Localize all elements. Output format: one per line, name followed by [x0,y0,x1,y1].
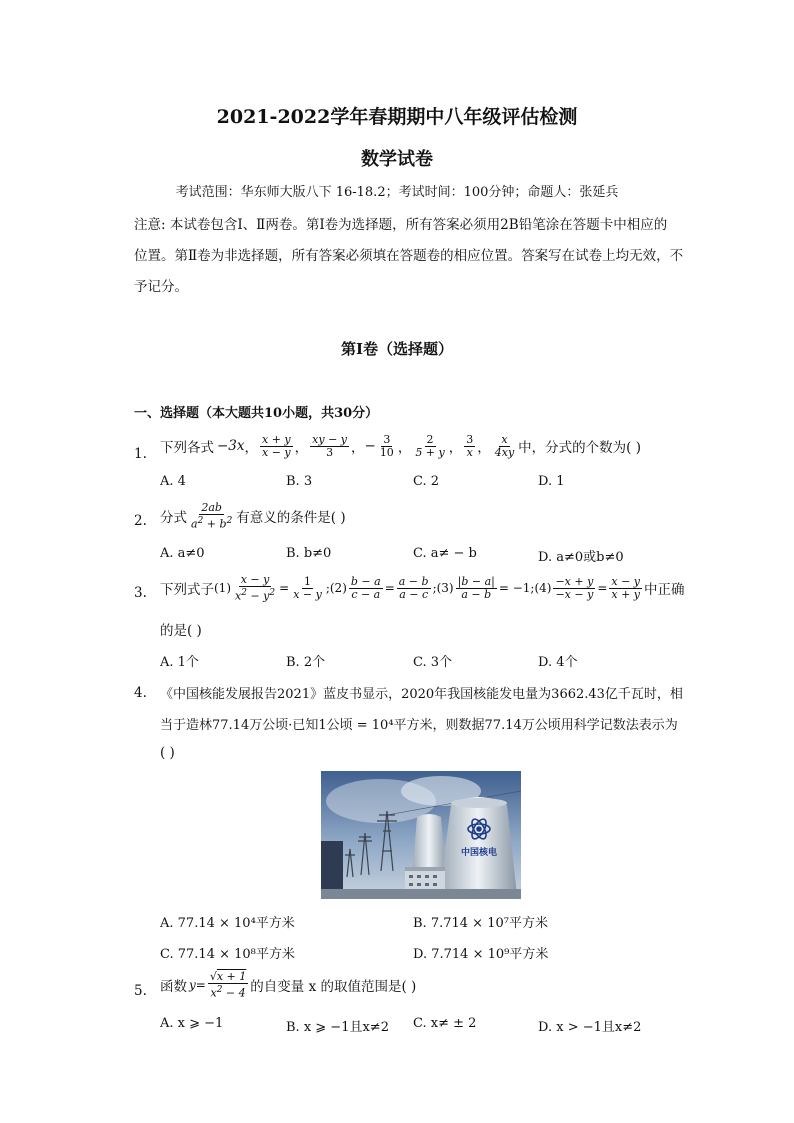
q3-option-a[interactable]: A. 1个 [160,655,199,670]
exam-meta: 考试范围：华东师大版八下 16-18.2；考试时间：100分钟；命题人：张延兵 [175,185,619,200]
nuclear-plant-photo [321,771,521,899]
q1-option-b[interactable]: B. 3 [286,474,313,489]
q2-prefix: 分式 [160,510,187,526]
exam-title: 2021-2022学年春期期中八年级评估检测 [216,106,578,128]
q1-option-c[interactable]: C. 2 [413,474,440,489]
q2-option-c[interactable]: C. a≠ − b [413,546,477,561]
q4-option-b[interactable]: B. 7.714 × 10⁷平方米 [413,916,548,931]
q4-line1: 《中国核能发展报告2021》蓝皮书显示，2020年我国核能发电量为3662.43亿千瓦时，相 [160,687,683,702]
q3-stem: 下列式子 (1) $\frac{x - y}{x^2 - y^2}$ = $\frac{1}{x - y}$ ;(2) $\frac{b - a}{c - a}$ = $\frac{a - b}{a - c}$ ;(3) $\frac{|b - a|}{a - b}$ = −1;(4) $\frac{-x + y}{-x - y}$ = $\frac{x - y}{x + y}$ 中正确 [160,572,685,603]
q5-option-b[interactable]: B. x ⩾ −1且x≠2 [286,1020,389,1035]
q1-frac-5: $\frac{3}{x}$ [466,432,474,459]
q1-prefix: 下列各式 [160,440,214,456]
q5-option-c[interactable]: C. x≠ ± 2 [413,1016,477,1031]
q1-suffix: 中，分式的个数为( ) [518,440,641,456]
note-line-3: 予记分。 [134,279,188,295]
q3-number: 3. [134,585,147,601]
section-title: 第Ⅰ卷（选择题） [340,340,454,358]
q1-option-a[interactable]: A. 4 [160,474,186,489]
note-line-2: 位置。第Ⅱ卷为非选择题，所有答案必须填在答题卷的相应位置。答案写在试卷上均无效，不 [134,248,684,264]
note-line-1: 注意: 本试卷包含Ⅰ、Ⅱ两卷。第Ⅰ卷为选择题，所有答案必须用2B铅笔涂在答题卡中相应的 [134,217,668,233]
exam-subtitle: 数学试卷 [361,149,433,170]
q3-frac-4b: $\frac{x - y}{x + y}$ [611,574,641,601]
q3-frac-3: $\frac{|b - a|}{a - b}$ [457,574,495,601]
q5-number: 5. [134,983,147,999]
q3-frac-1a: $\frac{x - y}{x^2 - y^2}$ [235,572,276,603]
q3-suffix: 中正确 [644,582,685,598]
q5-stem: 函数 y = $\frac{√x + 1}{x^2 - 4}$ 的自变量 x 的取值范围是( ) [160,969,417,1000]
q2-option-a[interactable]: A. a≠0 [160,546,205,561]
q4-number: 4. [134,685,147,701]
q3-option-d[interactable]: D. 4个 [538,655,578,670]
q3-frac-2a: $\frac{b - a}{c - a}$ [350,574,381,601]
q2-number: 2. [134,513,147,529]
q5-suffix: 的自变量 x 的取值范围是( ) [250,979,417,995]
q4-option-d[interactable]: D. 7.714 × 10⁹平方米 [413,947,549,962]
q2-option-b[interactable]: B. b≠0 [286,546,332,561]
q1-stem: 下列各式 −3x ， $\frac{x + y}{x - y}$ ， $\frac{xy - y}{3}$ ， − $\frac{3}{10}$ ， $\frac{2}{5 + y}$ ， $\frac{3}{x}$ ， $\frac{x}{4xy}$ 中，分式的个数为( ) [160,432,641,459]
q1-option-d[interactable]: D. 1 [538,474,565,489]
q1-frac-3: $\frac{3}{10}$ [379,432,394,459]
q1-frac-6: $\frac{x}{4xy}$ [494,432,515,459]
q2-option-d[interactable]: D. a≠0或b≠0 [538,550,624,565]
q5-frac: $\frac{√x + 1}{x^2 - 4}$ [209,969,247,1000]
q4-image-label: 中国核电 [460,848,498,858]
q3-frac-4a: $\frac{-x + y}{-x - y}$ [555,574,594,601]
q1-frac-1: $\frac{x + y}{x - y}$ [262,432,291,459]
q4-option-c[interactable]: C. 77.14 × 10⁸平方米 [160,947,295,962]
q2-stem [160,500,346,532]
q3-prefix: 下列式子 [160,582,214,598]
q1-frac-4: $\frac{2}{5 + y}$ [415,432,445,459]
q3-option-c[interactable]: C. 3个 [413,655,453,670]
q3-frac-2b: $\frac{a - b}{a - c}$ [398,574,429,601]
q3-line2: 的是( ) [160,623,202,639]
part1-heading: 一、选择题（本大题共10小题，共30分） [134,406,379,421]
q5-option-a[interactable]: A. x ⩾ −1 [160,1016,224,1031]
q2-suffix: 有意义的条件是( ) [236,510,346,526]
q5-prefix: 函数 [160,979,187,995]
q1-expr-1: −3x [217,438,245,454]
q4-option-a[interactable]: A. 77.14 × 10⁴平方米 [160,916,295,931]
q1-number: 1. [134,446,147,462]
q2-frac: $\frac{2ab}{a^2 + b^2}$ [191,500,233,531]
q3-frac-1b: $\frac{1}{x - y}$ [293,574,322,601]
q4-line3: ( ) [160,745,175,761]
q1-frac-2: $\frac{xy - y}{3}$ [312,432,347,459]
q4-line2: 当于造林77.14万公顷·已知1公顷 = 10⁴平方米，则数据77.14万公顷用科学记数法表示为 [160,718,678,733]
q3-option-b[interactable]: B. 2个 [286,655,326,670]
q5-option-d[interactable]: D. x > −1且x≠2 [538,1020,642,1035]
